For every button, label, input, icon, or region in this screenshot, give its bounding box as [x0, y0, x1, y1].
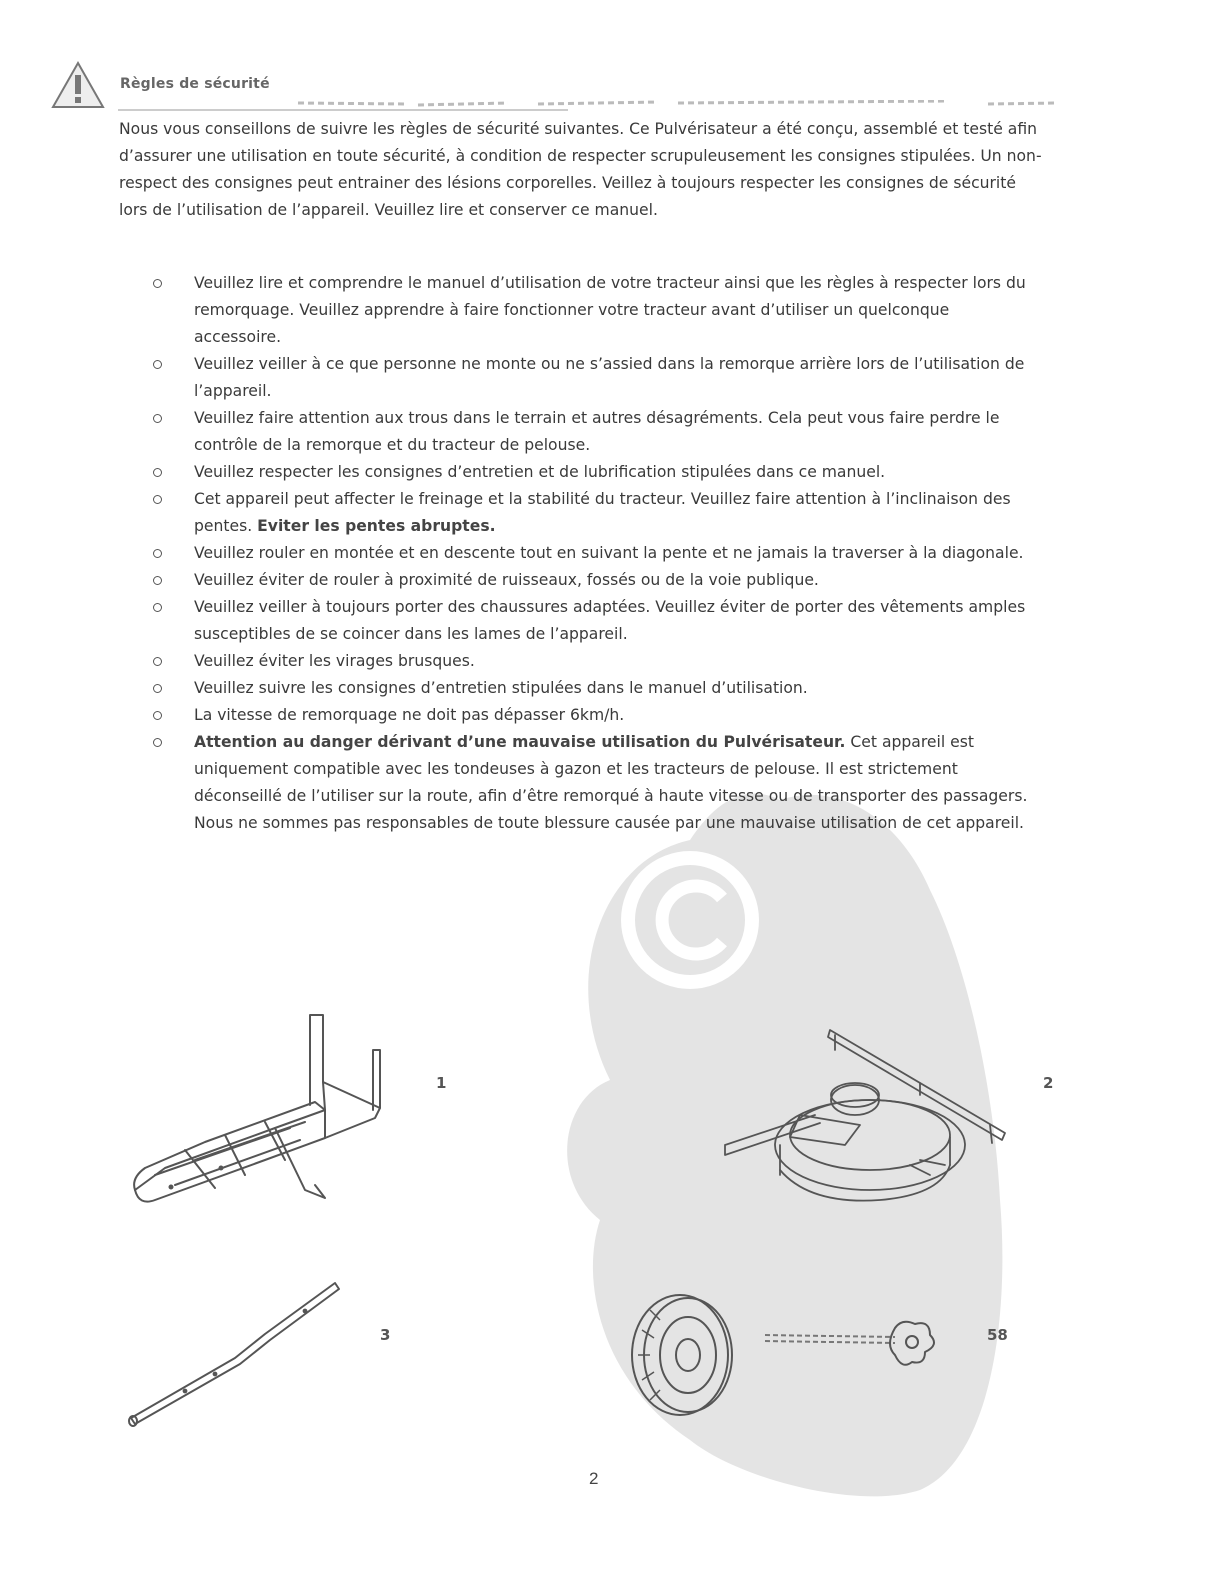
page-number: 2: [589, 1469, 599, 1488]
warning-triangle-icon: [50, 60, 106, 110]
part-label-58: 58: [987, 1326, 1008, 1344]
list-item: [150, 567, 1030, 594]
rule-text: Veuillez respecter les consignes d’entretien et de lubrification stipulées dans ce manuel.: [194, 463, 886, 481]
rule-text: Cet appareil peut affecter le freinage et la stabilité du tracteur. Veuillez faire attention à l’inclinaison des pentes.: [194, 490, 1011, 535]
bullet-icon: [153, 549, 162, 558]
bullet-icon: [153, 576, 162, 585]
rule-text: Veuillez faire attention aux trous dans le terrain et autres désagréments. Cela peut vous faire perdre le contrôle de la remorque et du tracteur de pelouse.: [194, 409, 1000, 454]
rule-text: Veuillez éviter les virages brusques.: [194, 652, 475, 670]
sprayer-tank-icon: [720, 1025, 1010, 1220]
bullet-icon: [153, 495, 162, 504]
list-item: [150, 675, 1030, 702]
tow-bar-icon: [125, 1278, 345, 1438]
bullet-icon: [153, 738, 162, 747]
rule-text: Cet appareil est uniquement compatible avec les tondeuses à gazon et les tracteurs de pelouse. Il est strictement déconseillé de l’utiliser sur la route, afin d’être remorqué à haute vitesse ou de transporter des passagers. Nous ne sommes pas responsables de toute blessure causée par une mauvaise utilisation de cet appareil.: [194, 733, 1028, 832]
bullet-icon: [153, 657, 162, 666]
list-item: [150, 270, 1030, 351]
rule-bold-text: Attention au danger dérivant d’une mauvaise utilisation du Pulvérisateur.: [194, 733, 846, 751]
bullet-icon: [153, 684, 162, 693]
list-item: [150, 459, 1030, 486]
bullet-icon: [153, 711, 162, 720]
rule-text: Veuillez lire et comprendre le manuel d’utilisation de votre tracteur ainsi que les règles à respecter lors du remorquage. Veuillez apprendre à faire fonctionner votre tracteur avant d’utiliser un quelconque accessoire.: [194, 274, 1026, 346]
list-item: [150, 405, 1030, 459]
list-item: [150, 729, 1030, 837]
rule-text: Veuillez veiller à toujours porter des chaussures adaptées. Veuillez éviter de porter des vêtements amples susceptibles de se coincer dans les lames de l’appareil.: [194, 598, 1026, 643]
rule-text: Veuillez éviter de rouler à proximité de ruisseaux, fossés ou de la voie publique.: [194, 571, 819, 589]
bullet-icon: [153, 414, 162, 423]
trailer-frame-icon: [125, 1010, 395, 1225]
list-item: [150, 540, 1030, 567]
bullet-icon: [153, 468, 162, 477]
part-label-3: 3: [380, 1326, 391, 1344]
safety-rules-list: [150, 270, 1030, 837]
list-item: [150, 594, 1030, 648]
section-title: Règles de sécurité: [120, 76, 270, 92]
header-rule: [118, 100, 1068, 112]
wheel-and-knob-bolt-icon: [620, 1290, 950, 1420]
rule-bold-text: Eviter les pentes abruptes.: [257, 517, 496, 535]
rule-text: Veuillez rouler en montée et en descente tout en suivant la pente et ne jamais la traverser à la diagonale.: [194, 544, 1024, 562]
part-label-2: 2: [1043, 1074, 1054, 1092]
bullet-icon: [153, 360, 162, 369]
part-label-1: 1: [436, 1074, 447, 1092]
list-item: [150, 486, 1030, 540]
rule-text: La vitesse de remorquage ne doit pas dépasser 6km/h.: [194, 706, 625, 724]
bullet-icon: [153, 279, 162, 288]
list-item: [150, 351, 1030, 405]
rule-text: Veuillez suivre les consignes d’entretien stipulées dans le manuel d’utilisation.: [194, 679, 808, 697]
list-item: [150, 648, 1030, 675]
list-item: [150, 702, 1030, 729]
rule-text: Veuillez veiller à ce que personne ne monte ou ne s’assied dans la remorque arrière lors de l’utilisation de l’appareil.: [194, 355, 1025, 400]
bullet-icon: [153, 603, 162, 612]
intro-paragraph: Nous vous conseillons de suivre les règles de sécurité suivantes. Ce Pulvérisateur a été conçu, assemblé et testé afin d’assurer une utilisation en toute sécurité, à condition de respecter scrupuleusement les consignes stipulées. Un non-respect des consignes peut entrainer des lésions corporelles. Veillez à toujours respecter les consignes de sécurité lors de l’utilisation de l’appareil. Veuillez lire et conserver ce manuel.: [119, 120, 1042, 219]
